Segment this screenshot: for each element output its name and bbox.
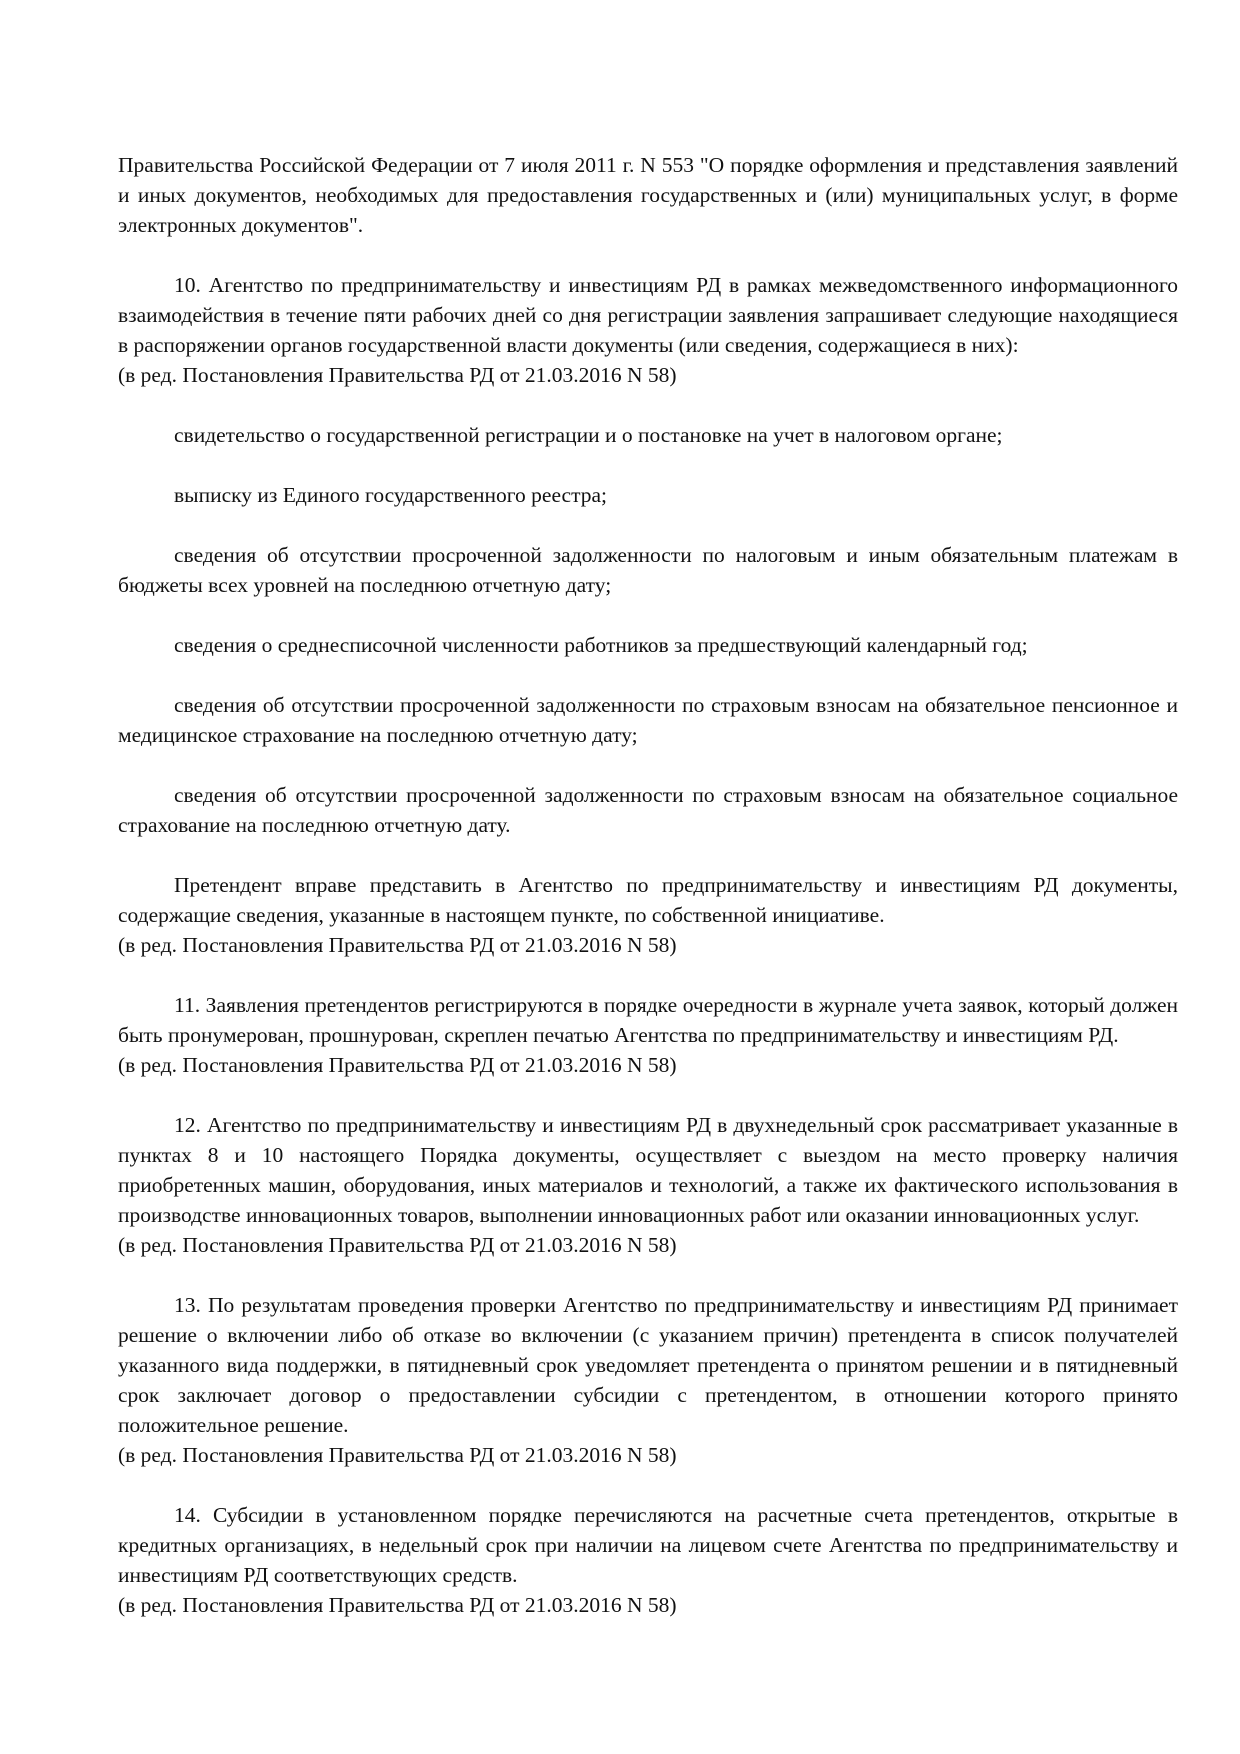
- paragraph-13: [118, 1290, 1178, 1470]
- paragraph-12: [118, 1110, 1178, 1260]
- list-item: сведения об отсутствии просроченной задолженности по страховым взносам на обязательное пенсионное и медицинское страхование на последнюю отчетную дату;: [118, 693, 1178, 747]
- paragraph-12-amendment-note: (в ред. Постановления Правительства РД от 21.03.2016 N 58): [118, 1233, 677, 1257]
- paragraph-10-text: 10. Агентство по предпринимательству и инвестициям РД в рамках межведомственного информационного взаимодействия в течение пяти рабочих дней со дня регистрации заявления запрашивает следующие находящиеся в распоряжении органов государственной власти документы (или сведения, содержащиеся в них):: [118, 273, 1178, 357]
- claimant-paragraph-text: Претендент вправе представить в Агентство по предпринимательству и инвестициям РД документы, содержащие сведения, указанные в настоящем пункте, по собственной инициативе.: [118, 873, 1178, 927]
- paragraph-10-amendment-note: (в ред. Постановления Правительства РД от 21.03.2016 N 58): [118, 363, 677, 387]
- paragraph-11-amendment-note: (в ред. Постановления Правительства РД от 21.03.2016 N 58): [118, 1053, 677, 1077]
- list-item: сведения об отсутствии просроченной задолженности по страховым взносам на обязательное социальное страхование на последнюю отчетную дату.: [118, 783, 1178, 837]
- list-item: выписку из Единого государственного реестра;: [174, 483, 608, 507]
- list-item: сведения о среднесписочной численности работников за предшествующий календарный год;: [174, 633, 1028, 657]
- paragraph-14: [118, 1500, 1178, 1620]
- paragraph-14-amendment-note: (в ред. Постановления Правительства РД от 21.03.2016 N 58): [118, 1593, 677, 1617]
- list-item: свидетельство о государственной регистрации и о постановке на учет в налоговом органе;: [174, 423, 1003, 447]
- paragraph-13-amendment-note: (в ред. Постановления Правительства РД от 21.03.2016 N 58): [118, 1443, 677, 1467]
- paragraph-12-text: 12. Агентство по предпринимательству и инвестициям РД в двухнедельный срок рассматривает указанные в пунктах 8 и 10 настоящего Порядка документы, осуществляет с выездом на место проверку наличия приобретенных машин, оборудования, иных материалов и технологий, а также их фактического использования в производстве инновационных товаров, выполнении инновационных работ или оказании инновационных услуг.: [118, 1113, 1178, 1227]
- paragraph-11: [118, 990, 1178, 1080]
- paragraph-11-text: 11. Заявления претендентов регистрируются в порядке очередности в журнале учета заявок, который должен быть пронумерован, прошнурован, скреплен печатью Агентства по предпринимательству и инвестициям РД.: [118, 993, 1178, 1047]
- paragraph-13-text: 13. По результатам проведения проверки Агентство по предпринимательству и инвестициям РД принимает решение о включении либо об отказе во включении (с указанием причин) претендента в список получателей указанного вида поддержки, в пятидневный срок уведомляет претендента о принятом решении и в пятидневный срок заключает договор о предоставлении субсидии с претендентом, в отношении которого принято положительное решение.: [118, 1293, 1178, 1437]
- intro-paragraph: Правительства Российской Федерации от 7 июля 2011 г. N 553 "О порядке оформления и представления заявлений и иных документов, необходимых для предоставления государственных и (или) муниципальных услуг, в форме электронных документов".: [118, 153, 1178, 237]
- claimant-amendment-note: (в ред. Постановления Правительства РД от 21.03.2016 N 58): [118, 933, 677, 957]
- paragraph-10: [118, 270, 1178, 390]
- paragraph-14-text: 14. Субсидии в установленном порядке перечисляются на расчетные счета претендентов, открытые в кредитных организациях, в недельный срок при наличии на лицевом счете Агентства по предпринимательству и инвестициям РД соответствующих средств.: [118, 1503, 1178, 1587]
- claimant-paragraph: [118, 870, 1178, 960]
- document-body: [118, 150, 1178, 1650]
- list-item: сведения об отсутствии просроченной задолженности по налоговым и иным обязательным платежам в бюджеты всех уровней на последнюю отчетную дату;: [118, 543, 1178, 597]
